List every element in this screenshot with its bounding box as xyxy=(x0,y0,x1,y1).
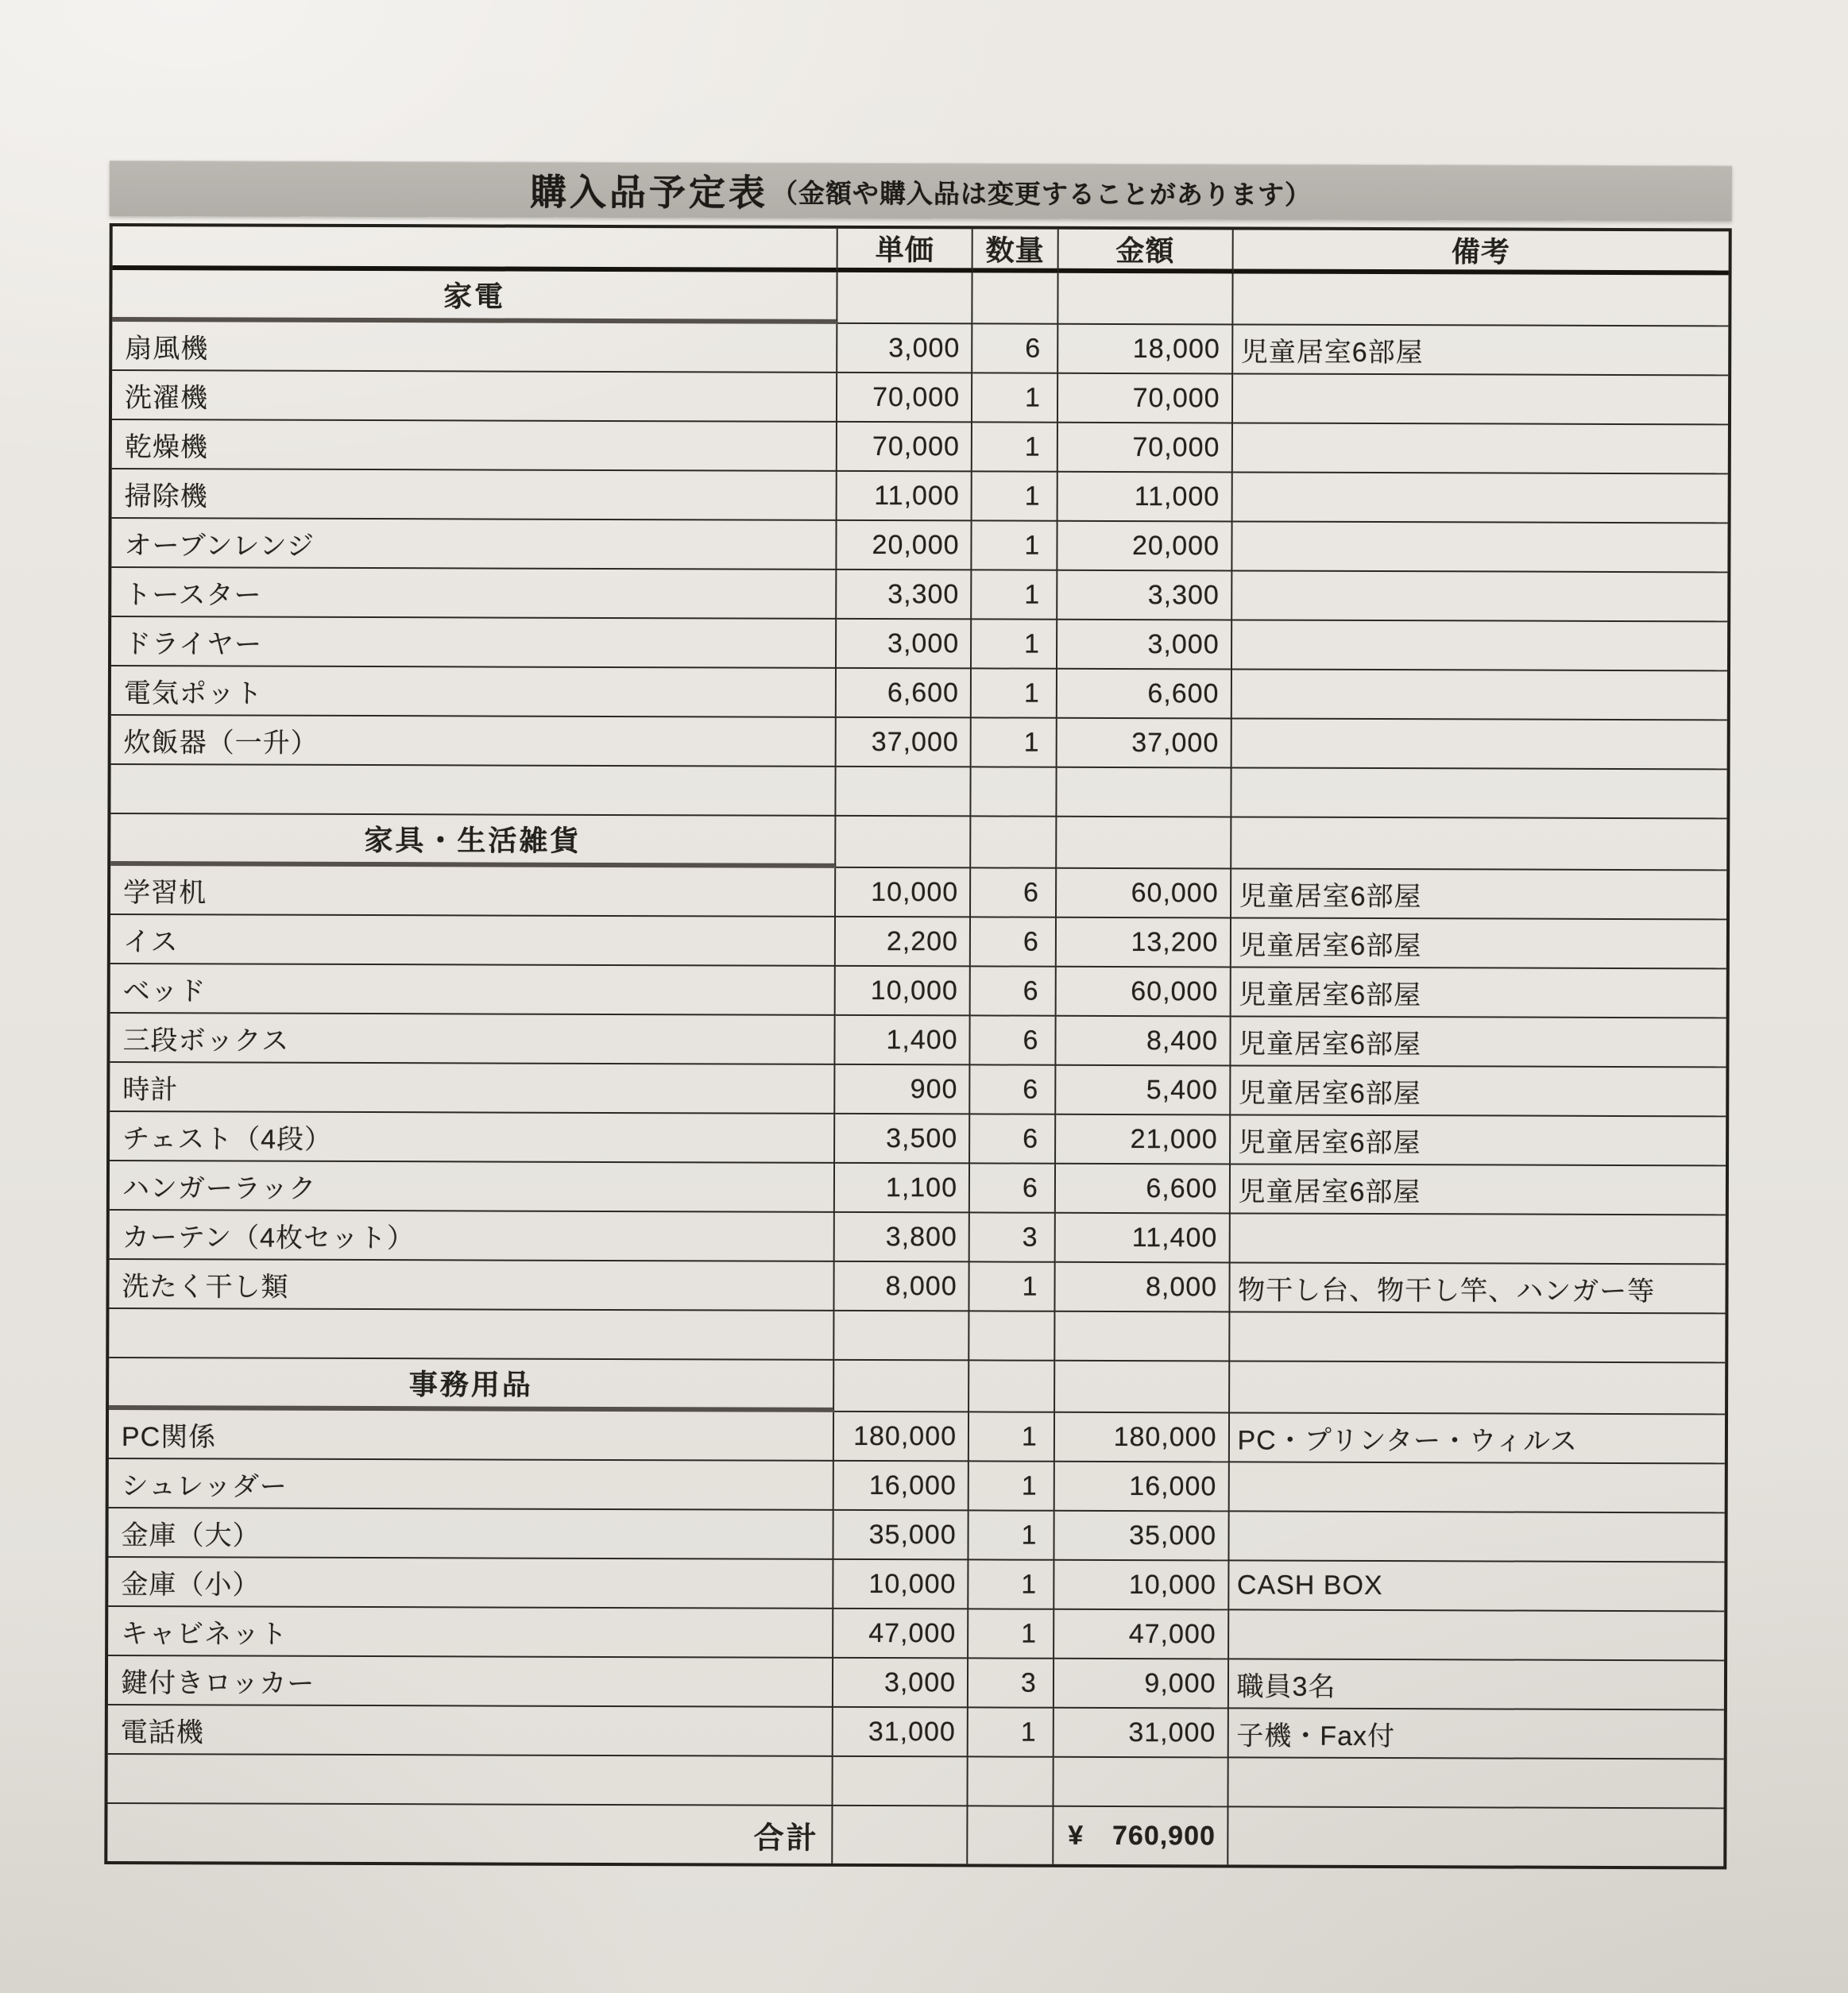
unit-price-cell: 3,000 xyxy=(833,1659,968,1709)
empty-cell xyxy=(972,767,1057,817)
item-row xyxy=(108,1508,1724,1562)
total-amount-value: 760,900 xyxy=(1112,1820,1216,1851)
unit-price-cell: 70,000 xyxy=(837,423,972,473)
item-row xyxy=(109,1459,1725,1513)
quantity-cell: 6 xyxy=(970,1065,1056,1114)
item-row xyxy=(109,1260,1725,1314)
item-name-cell: 炊飯器（一升） xyxy=(111,716,837,767)
item-name-cell: 乾燥機 xyxy=(112,420,837,472)
empty-cell xyxy=(834,1361,969,1413)
item-name-cell: キャビネット xyxy=(108,1607,833,1659)
quantity-cell: 1 xyxy=(972,718,1057,767)
unit-price-cell: 2,200 xyxy=(836,917,971,968)
remarks-cell xyxy=(1232,423,1728,474)
remarks-cell xyxy=(1232,522,1728,573)
amount-cell: 13,200 xyxy=(1057,918,1231,968)
section-title-cell: 事務用品 xyxy=(109,1358,834,1412)
unit-price-cell: 3,000 xyxy=(837,620,972,670)
empty-cell xyxy=(971,817,1057,868)
item-row xyxy=(108,1705,1724,1759)
section-title-cell: 家電 xyxy=(112,270,837,324)
item-name-cell: ハンガーラック xyxy=(110,1161,835,1213)
item-name-cell: 時計 xyxy=(110,1063,835,1114)
section-header-row xyxy=(112,270,1728,326)
unit-price-cell: 3,300 xyxy=(837,570,972,620)
remarks-cell: 児童居室6部屋 xyxy=(1231,1066,1726,1117)
item-row xyxy=(108,1558,1724,1612)
amount-cell: 8,000 xyxy=(1055,1263,1230,1313)
header-cell-amount: 金額 xyxy=(1058,230,1233,274)
amount-cell: 16,000 xyxy=(1055,1462,1230,1512)
quantity-cell: 1 xyxy=(972,669,1057,718)
amount-cell: 47,000 xyxy=(1054,1610,1229,1660)
item-row xyxy=(112,371,1728,425)
item-row xyxy=(110,1161,1726,1215)
remarks-cell xyxy=(1231,719,1727,770)
quantity-cell: 1 xyxy=(969,1462,1055,1511)
empty-cell xyxy=(109,1309,834,1361)
unit-price-cell: 1,100 xyxy=(835,1164,970,1214)
item-name-cell: 電気ポット xyxy=(111,666,837,718)
empty-cell xyxy=(833,1806,968,1864)
unit-price-cell: 6,600 xyxy=(837,669,972,719)
unit-price-cell: 3,000 xyxy=(837,324,972,374)
quantity-cell: 1 xyxy=(970,1262,1056,1311)
remarks-cell xyxy=(1229,1512,1725,1562)
empty-cell xyxy=(969,1361,1055,1412)
amount-cell: 70,000 xyxy=(1058,423,1233,473)
total-row xyxy=(107,1804,1723,1866)
item-name-cell: オーブンレンジ xyxy=(111,519,837,570)
header-cell-unit-price: 単価 xyxy=(838,229,973,273)
amount-cell: 60,000 xyxy=(1057,869,1231,919)
amount-cell: 35,000 xyxy=(1054,1512,1229,1562)
page-title: 購入品予定表 xyxy=(529,171,768,214)
empty-cell xyxy=(1228,1807,1724,1866)
amount-cell: 3,000 xyxy=(1057,620,1232,670)
item-name-cell: 洗濯機 xyxy=(112,371,837,423)
remarks-cell: 職員3名 xyxy=(1228,1659,1724,1710)
item-row xyxy=(110,915,1726,969)
remarks-cell: 子機・Fax付 xyxy=(1228,1709,1724,1759)
amount-cell: 60,000 xyxy=(1057,968,1231,1018)
quantity-cell: 1 xyxy=(968,1708,1054,1757)
unit-price-cell: 10,000 xyxy=(836,967,971,1017)
item-name-cell: 金庫（大） xyxy=(108,1508,833,1560)
item-row xyxy=(111,617,1727,671)
quantity-cell: 6 xyxy=(971,868,1057,917)
quantity-cell: 6 xyxy=(971,1016,1057,1065)
item-row xyxy=(110,964,1726,1018)
empty-cell xyxy=(1057,768,1231,818)
unit-price-cell: 180,000 xyxy=(834,1412,969,1462)
unit-price-cell: 47,000 xyxy=(833,1609,968,1659)
empty-cell xyxy=(1230,1361,1726,1415)
quantity-cell: 3 xyxy=(968,1659,1054,1708)
remarks-cell xyxy=(1233,374,1729,425)
empty-cell xyxy=(837,767,972,817)
quantity-cell: 6 xyxy=(971,967,1057,1016)
empty-cell xyxy=(1055,1312,1230,1362)
empty-cell xyxy=(1231,768,1727,819)
quantity-cell: 1 xyxy=(968,1560,1054,1609)
amount-cell: 180,000 xyxy=(1055,1413,1230,1463)
amount-cell: 9,000 xyxy=(1054,1659,1229,1709)
amount-cell: 11,000 xyxy=(1057,473,1232,523)
empty-cell xyxy=(1057,817,1231,870)
quantity-cell: 1 xyxy=(972,472,1058,521)
quantity-cell: 6 xyxy=(972,324,1058,373)
item-name-cell: 鍵付きロッカー xyxy=(108,1656,833,1708)
amount-cell: 37,000 xyxy=(1057,719,1231,769)
item-row xyxy=(109,1410,1725,1464)
title-bar xyxy=(110,160,1732,221)
item-row xyxy=(112,469,1728,523)
remarks-cell xyxy=(1231,670,1727,720)
item-row xyxy=(112,420,1728,474)
amount-cell: 10,000 xyxy=(1054,1561,1229,1611)
item-name-cell: チェスト（4段） xyxy=(110,1112,835,1164)
remarks-cell: 児童居室6部屋 xyxy=(1231,968,1726,1018)
item-name-cell: シュレッダー xyxy=(109,1459,834,1511)
remarks-cell xyxy=(1229,1610,1725,1661)
item-row xyxy=(108,1607,1724,1661)
empty-cell xyxy=(968,1757,1054,1806)
remarks-cell: PC・プリンター・ウィルス xyxy=(1229,1413,1725,1464)
quantity-cell: 1 xyxy=(969,1412,1055,1462)
amount-cell: 20,000 xyxy=(1057,522,1232,572)
total-label-cell: 合計 xyxy=(107,1804,833,1864)
unit-price-cell: 20,000 xyxy=(837,521,972,571)
unit-price-cell: 10,000 xyxy=(834,1560,969,1610)
remarks-cell: 児童居室6部屋 xyxy=(1233,325,1729,376)
amount-cell: 6,600 xyxy=(1056,1165,1231,1215)
quantity-cell: 1 xyxy=(972,521,1057,570)
amount-cell: 21,000 xyxy=(1056,1115,1231,1165)
empty-cell xyxy=(1228,1758,1724,1809)
unit-price-cell: 37,000 xyxy=(837,718,972,768)
quantity-cell: 1 xyxy=(972,570,1057,620)
amount-cell: 18,000 xyxy=(1058,325,1233,375)
empty-cell xyxy=(969,1311,1055,1361)
empty-cell xyxy=(108,1755,833,1806)
item-name-cell: 学習机 xyxy=(110,866,836,917)
item-name-cell: PC関係 xyxy=(109,1410,834,1462)
unit-price-cell: 8,000 xyxy=(835,1262,970,1312)
item-name-cell: 金庫（小） xyxy=(108,1558,833,1609)
remarks-cell xyxy=(1230,1214,1726,1265)
empty-cell xyxy=(1054,1758,1228,1808)
item-row xyxy=(110,1211,1726,1265)
item-name-cell: 洗たく干し類 xyxy=(109,1260,834,1311)
unit-price-cell: 3,800 xyxy=(835,1213,970,1263)
item-name-cell: 電話機 xyxy=(108,1705,833,1757)
purchase-plan-sheet xyxy=(104,160,1732,1869)
item-name-cell: 掃除機 xyxy=(112,469,837,521)
unit-price-cell: 3,500 xyxy=(835,1114,970,1165)
header-cell-quantity: 数量 xyxy=(973,229,1059,272)
unit-price-cell: 70,000 xyxy=(837,373,972,423)
item-row xyxy=(112,322,1728,376)
section-header-row xyxy=(109,1358,1725,1415)
amount-cell: 3,300 xyxy=(1057,571,1232,621)
empty-cell xyxy=(1233,273,1729,326)
item-name-cell: イス xyxy=(110,915,836,967)
item-name-cell: トースター xyxy=(111,568,837,620)
header-cell-remarks: 備考 xyxy=(1233,230,1729,275)
amount-cell: 31,000 xyxy=(1054,1709,1229,1759)
remarks-cell: 物干し台、物干し竿、ハンガー等 xyxy=(1230,1263,1726,1314)
remarks-cell xyxy=(1229,1462,1725,1513)
amount-cell: 5,400 xyxy=(1056,1066,1231,1116)
amount-cell: 11,400 xyxy=(1056,1214,1231,1264)
item-row xyxy=(110,1112,1726,1166)
item-row xyxy=(110,866,1726,920)
remarks-cell xyxy=(1232,620,1728,671)
unit-price-cell: 31,000 xyxy=(833,1708,968,1758)
unit-price-cell: 35,000 xyxy=(834,1511,969,1561)
item-name-cell: ドライヤー xyxy=(111,617,837,669)
empty-row xyxy=(110,765,1726,819)
remarks-cell xyxy=(1232,473,1728,523)
header-cell-item xyxy=(113,226,838,272)
empty-cell xyxy=(835,1311,970,1361)
currency-symbol: ¥ xyxy=(1068,1820,1084,1851)
unit-price-cell: 16,000 xyxy=(834,1462,969,1512)
section-title-cell: 家具・生活雑貨 xyxy=(110,814,836,868)
remarks-cell: 児童居室6部屋 xyxy=(1231,918,1726,969)
quantity-cell: 1 xyxy=(968,1609,1054,1659)
item-name-cell: カーテン（4枚セット） xyxy=(110,1211,835,1262)
total-amount-cell xyxy=(1054,1807,1228,1865)
quantity-cell: 6 xyxy=(970,1114,1056,1164)
quantity-cell: 1 xyxy=(972,423,1058,472)
quantity-cell: 6 xyxy=(971,917,1057,967)
quantity-cell: 1 xyxy=(972,373,1058,423)
amount-cell: 6,600 xyxy=(1057,670,1232,720)
unit-price-cell: 10,000 xyxy=(836,868,971,918)
unit-price-cell: 11,000 xyxy=(837,472,972,522)
empty-cell xyxy=(1058,273,1233,326)
remarks-cell xyxy=(1232,571,1728,622)
unit-price-cell: 900 xyxy=(835,1065,970,1115)
page-title-note: （金額や購入品は変更することがあります） xyxy=(771,178,1312,210)
amount-cell: 8,400 xyxy=(1056,1017,1231,1067)
remarks-cell: CASH BOX xyxy=(1229,1561,1725,1612)
item-row xyxy=(111,519,1727,573)
unit-price-cell: 1,400 xyxy=(836,1016,971,1066)
remarks-cell: 児童居室6部屋 xyxy=(1231,1115,1726,1166)
empty-cell xyxy=(838,272,973,325)
empty-row xyxy=(108,1755,1724,1809)
purchase-table xyxy=(104,223,1731,1869)
item-name-cell: ベッド xyxy=(110,964,836,1016)
quantity-cell: 1 xyxy=(972,620,1057,669)
item-row xyxy=(111,666,1727,720)
empty-cell xyxy=(833,1757,968,1807)
remarks-cell: 児童居室6部屋 xyxy=(1231,869,1727,920)
empty-cell xyxy=(1230,1312,1726,1363)
item-name-cell: 三段ボックス xyxy=(110,1014,835,1065)
item-row xyxy=(108,1656,1724,1710)
quantity-cell: 3 xyxy=(970,1213,1056,1262)
empty-cell xyxy=(972,272,1058,324)
remarks-cell: 児童居室6部屋 xyxy=(1230,1165,1726,1215)
section-header-row xyxy=(110,814,1726,871)
remarks-cell: 児童居室6部屋 xyxy=(1231,1017,1726,1068)
empty-cell xyxy=(968,1806,1054,1864)
item-row xyxy=(110,1063,1726,1117)
amount-cell: 70,000 xyxy=(1058,374,1233,424)
empty-row xyxy=(109,1309,1725,1363)
item-row xyxy=(111,568,1727,622)
item-name-cell: 扇風機 xyxy=(112,322,837,373)
quantity-cell: 6 xyxy=(970,1164,1056,1213)
quantity-cell: 1 xyxy=(969,1511,1055,1560)
item-row xyxy=(111,716,1727,770)
item-row xyxy=(110,1014,1726,1068)
empty-cell xyxy=(836,817,971,869)
empty-cell xyxy=(110,765,836,817)
empty-cell xyxy=(1231,817,1727,871)
table-header-row xyxy=(113,226,1729,275)
empty-cell xyxy=(1055,1361,1230,1414)
